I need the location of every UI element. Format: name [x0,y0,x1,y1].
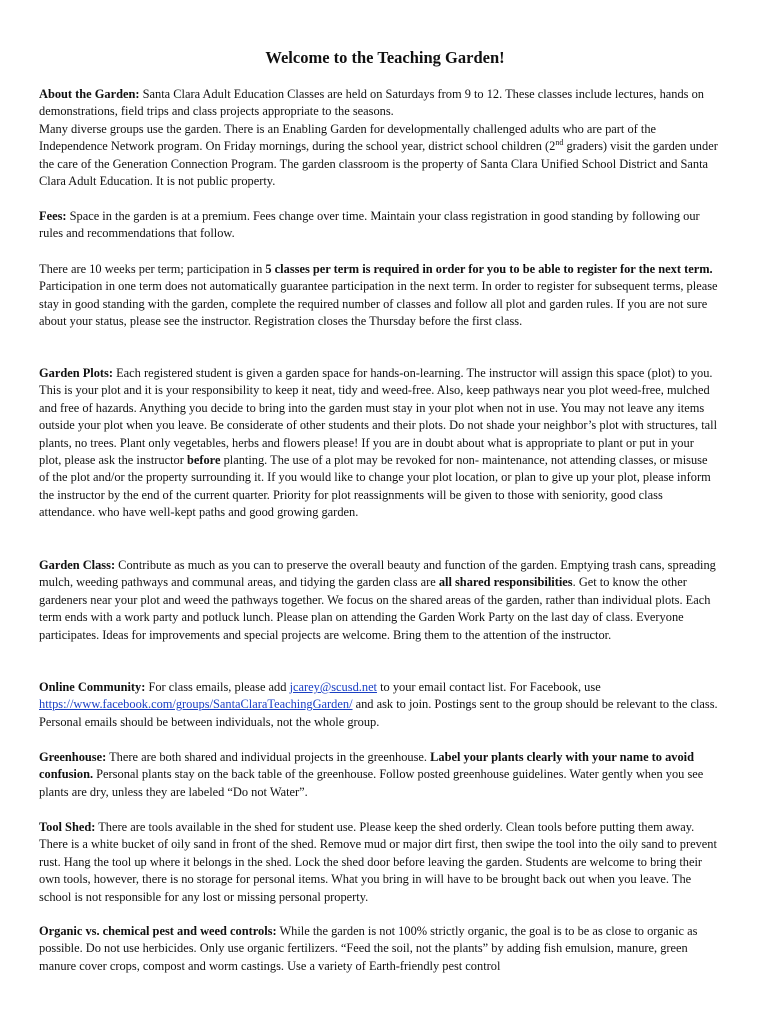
page-title: Welcome to the Teaching Garden! [265,48,505,67]
about-text-2b: graders) visit the garden under the care of the Generation Connection Program. The garden classroom is the property of Santa Clara Unified School District and Santa Clara Adult Education. It is not public property. [39,139,718,189]
fees-section [39,208,719,243]
online-heading: Online Community: [39,680,146,694]
weeks-section [39,261,719,331]
weeks-bold: 5 classes per term is required in order for you to be able to register for the next term. [265,262,713,276]
garden-class-text-1: Contribute as much as you can to preserve the overall beauty and function of the garden. Emptying trash cans, spreading mulch, weeding pathways and communal areas, and tidying the garden class are [39,558,716,590]
online-text-3: and ask to join. Postings sent to the group should be relevant to the class. Personal emails should be between individuals, not the whole group. [39,697,718,729]
about-text-sup: nd [555,138,564,148]
fees-heading: Fees: [39,209,67,223]
tool-shed-section [39,819,719,906]
tool-shed-text: There are tools available in the shed for student use. Please keep the shed orderly. Clean tools before putting them away. There is a white bucket of oily sand in front of the shed. Remove mud or major dirt first, then swipe the tool into the oily sand to prevent rust. Hang the tool up where it belongs in the shed. Lock the shed door before leaving the garden. Students are welcome to bring their own tools, however, there is no storage for personal items. What you bring in will have to be brought back out when you leave. The school is not responsible for any lost or missing personal property. [39,820,717,904]
greenhouse-bold: Label your plants clearly with your name to avoid confusion. [39,750,695,782]
fees-text: Space in the garden is at a premium. Fees change over time. Maintain your class registration in good standing by following our rules and recommendations that follow. [39,209,700,241]
email-link[interactable]: jcarey@scusd.net [289,680,378,694]
facebook-link[interactable]: https://www.facebook.com/groups/SantaClaraTeachingGarden/ [39,697,353,712]
about-text-1: Santa Clara Adult Education Classes are held on Saturdays from 9 to 12. These classes include lectures, hands on demonstrations, field trips and class projects appropriate to the seasons. [39,87,704,119]
plots-bold: before [186,453,221,468]
plots-text-2: planting. The use of a plot may be revoked for non- maintenance, not attending classes, or misuse of the plot and/or the property surrounding it. If you would like to change your plot location, or plan to give up your plot, please inform the instructor by the end of the current quarter. Priority for plot reassignments will be given to those with seniority, good class attendance. who have well-kept paths and good growing garden. [39,453,711,520]
greenhouse-text-2: Personal plants stay on the back table of the greenhouse. Follow posted greenhouse guidelines. Water gently when you see plants are dry, unless they are labeled “Do not Water”. [39,767,704,799]
organic-text: While the garden is not 100% strictly organic, the goal is to be as close to organic as possible. Do not use herbicides. Only use organic fertilizers. “Feed the soil, not the plants” by adding fish emulsion, manure, green manure cover crops, compost and worm castings. Use a variety of Earth-friendly pest control [39,924,698,973]
plots-section [39,365,719,522]
online-section [39,679,719,731]
garden-class-text-2: . Get to know the other gardeners near your plot and weed the pathways together. We focus on the shared areas of the garden, rather than individual plots. Each term ends with a work party and potluck lunch. Please plan on attending the Garden Work Party on the last day of class. Everyone participates. Ideas for improvements and special projects are welcome. Bring them to the attention of the instructor. [39,575,711,642]
weeks-text-2: Participation in one term does not automatically guarantee participation in the next term. In order to register for subsequent terms, please stay in good standing with the garden, complete the required number of classes and follow all plot and garden rules. If you are not sure about your status, please see the instructor. Registration closes the Thursday before the first class. [39,279,718,329]
greenhouse-section [39,749,719,801]
organic-heading: Organic vs. chemical pest and weed controls: [39,924,277,938]
online-text-2: to your email contact list. For Facebook, use [377,680,601,694]
organic-section [39,923,719,975]
greenhouse-text-1: There are both shared and individual projects in the greenhouse. [106,750,431,764]
online-text-1: For class emails, please add [145,680,290,694]
garden-class-section [39,557,719,644]
plots-heading: Garden Plots: [39,366,113,380]
about-text-2a: Many diverse groups use the garden. There is an Enabling Garden for developmentally challenged adults who are part of the Independence Network program. On Friday mornings, during the school year, district school children (2 [39,121,657,154]
plots-text-1: Each registered student is given a garden space for hands-on-learning. The instructor will assign this space (plot) to you. This is your plot and it is your responsibility to keep it neat, tidy and weed-free. Also, keep pathways near you plot weed-free, mulched and free of hazards. Anything you decide to bring into the garden must stay in your plot when not in use. You may not leave any items outside your plot when you leave. Be considerate of other students and their plots. Do not shade your neighbor’s plot with structures, tall plants, no trees. Plant only vegetables, herbs and flowers please! If you are in doubt about what is appropriate to plant or put in your plot, please ask the instructor [39,366,718,468]
garden-class-heading: Garden Class: [39,558,116,572]
garden-class-bold: all shared responsibilities [438,575,573,590]
greenhouse-heading: Greenhouse: [39,750,107,764]
about-heading: About the Garden: [39,87,140,101]
weeks-text-1: There are 10 weeks per term; participation in [39,262,266,276]
tool-shed-heading: Tool Shed: [39,820,96,834]
about-section [39,86,719,190]
